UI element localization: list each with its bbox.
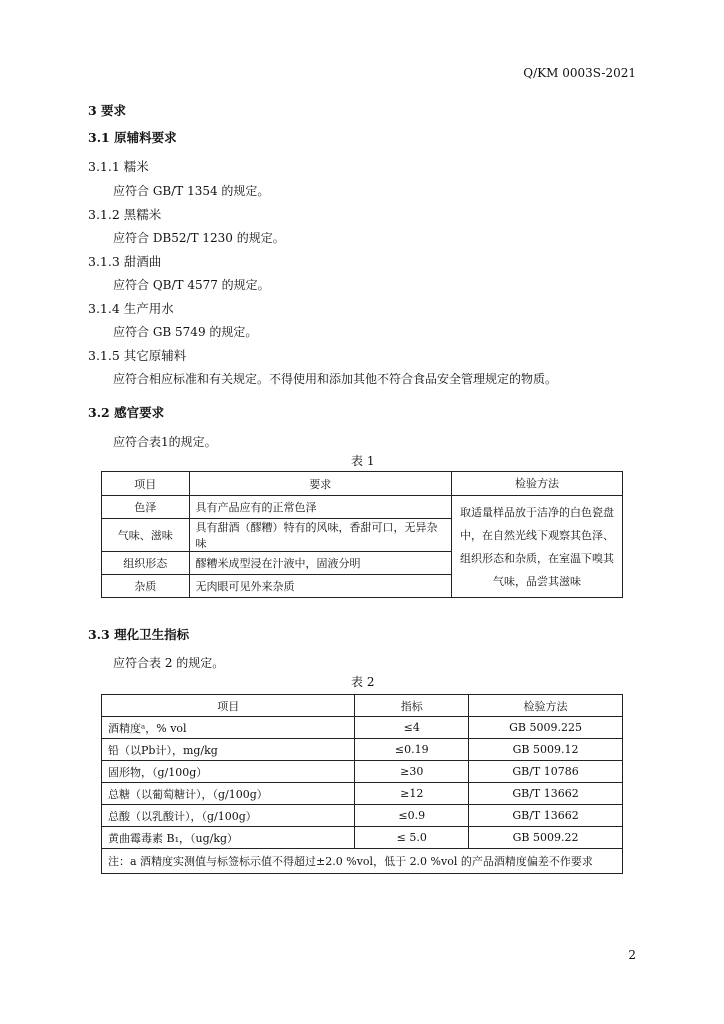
table-cell: 总酸（以乳酸计），（g/100g） xyxy=(102,805,355,827)
table-cell: 铅（以Pb计），mg/kg xyxy=(102,739,355,761)
table-cell: 气味、滋味 xyxy=(102,519,190,552)
heading-3-1-3: 3.1.3 甜酒曲 xyxy=(88,254,162,269)
table-row xyxy=(102,761,623,783)
table-header-cell: 项目 xyxy=(102,695,355,717)
heading-3-1-2: 3.1.2 黑糯米 xyxy=(88,207,162,222)
table-note-row xyxy=(102,849,623,874)
table-cell: 组织形态 xyxy=(102,552,190,575)
table-row xyxy=(102,496,623,519)
table-cell: 具有产品应有的正常色泽 xyxy=(189,496,452,519)
table-cell: GB/T 13662 xyxy=(469,783,623,805)
table-cell: GB/T 13662 xyxy=(469,805,623,827)
table-cell: GB 5009.225 xyxy=(469,717,623,739)
sensory-requirements-table xyxy=(101,471,623,598)
table-header-row xyxy=(102,472,623,496)
table-row xyxy=(102,783,623,805)
table-cell: 固形物，（g/100g） xyxy=(102,761,355,783)
heading-3-requirements: 3 要求 xyxy=(88,103,127,118)
table-note: 注：a 酒精度实测值与标签标示值不得超过±2.0 %vol，低于 2.0 %vol 的产品酒精度偏差不作要求 xyxy=(102,849,623,874)
table-header-row xyxy=(102,695,623,717)
table-row xyxy=(102,827,623,849)
table-cell: ≥30 xyxy=(355,761,469,783)
heading-3-2: 3.2 感官要求 xyxy=(88,405,165,420)
heading-3-1: 3.1 原辅料要求 xyxy=(88,130,177,145)
table-cell: 无肉眼可见外来杂质 xyxy=(189,575,452,598)
heading-3-3: 3.3 理化卫生指标 xyxy=(88,627,190,642)
table-header-cell: 要求 xyxy=(189,472,452,496)
table-cell: GB 5009.12 xyxy=(469,739,623,761)
text-3-1-2: 应符合 DB52/T 1230 的规定。 xyxy=(113,231,285,245)
table-cell: 杂质 xyxy=(102,575,190,598)
table-cell: ≤4 xyxy=(355,717,469,739)
table-cell: 黄曲霉毒素 B₁，（ug/kg） xyxy=(102,827,355,849)
table1-caption: 表 1 xyxy=(351,454,375,468)
text-3-1-4: 应符合 GB 5749 的规定。 xyxy=(113,325,258,339)
inspection-method-cell: 取适量样品放于洁净的白色瓷盘中，在自然光线下观察其色泽、组织形态和杂质，在室温下嗅其气味，品尝其滋味 xyxy=(452,496,623,598)
page-number: 2 xyxy=(628,948,636,962)
table-cell: ≤ 5.0 xyxy=(355,827,469,849)
table2-caption: 表 2 xyxy=(351,675,375,689)
table-cell: GB/T 10786 xyxy=(469,761,623,783)
heading-3-1-1: 3.1.1 糯米 xyxy=(88,159,149,174)
text-3-1-3: 应符合 QB/T 4577 的规定。 xyxy=(113,278,270,292)
table-cell: GB 5009.22 xyxy=(469,827,623,849)
text-3-1-5: 应符合相应标准和有关规定。不得使用和添加其他不符合食品安全管理规定的物质。 xyxy=(113,372,558,386)
table-header-cell: 项目 xyxy=(102,472,190,496)
table-cell: ≤0.19 xyxy=(355,739,469,761)
table-cell: 酒精度ᵃ，% vol xyxy=(102,717,355,739)
table-header-cell: 指标 xyxy=(355,695,469,717)
table-row xyxy=(102,805,623,827)
physicochemical-indicators-table xyxy=(101,694,623,874)
table-cell: ≥12 xyxy=(355,783,469,805)
table-row xyxy=(102,717,623,739)
table-header-cell: 检验方法 xyxy=(452,472,623,496)
heading-3-1-5: 3.1.5 其它原辅料 xyxy=(88,348,187,363)
table-cell: 总糖（以葡萄糖计），（g/100g） xyxy=(102,783,355,805)
table-cell: 具有甜酒（醪糟）特有的风味，香甜可口，无异杂味 xyxy=(189,519,452,552)
table-row xyxy=(102,739,623,761)
text-3-3: 应符合表 2 的规定。 xyxy=(113,656,225,670)
text-3-2: 应符合表1的规定。 xyxy=(113,435,217,449)
table-header-cell: 检验方法 xyxy=(469,695,623,717)
table-cell: 醪糟米成型浸在汁液中，固液分明 xyxy=(189,552,452,575)
table-cell: ≤0.9 xyxy=(355,805,469,827)
text-3-1-1: 应符合 GB/T 1354 的规定。 xyxy=(113,184,270,198)
heading-3-1-4: 3.1.4 生产用水 xyxy=(88,301,174,316)
document-number: Q/KM 0003S-2021 xyxy=(523,66,636,80)
table-cell: 色泽 xyxy=(102,496,190,519)
